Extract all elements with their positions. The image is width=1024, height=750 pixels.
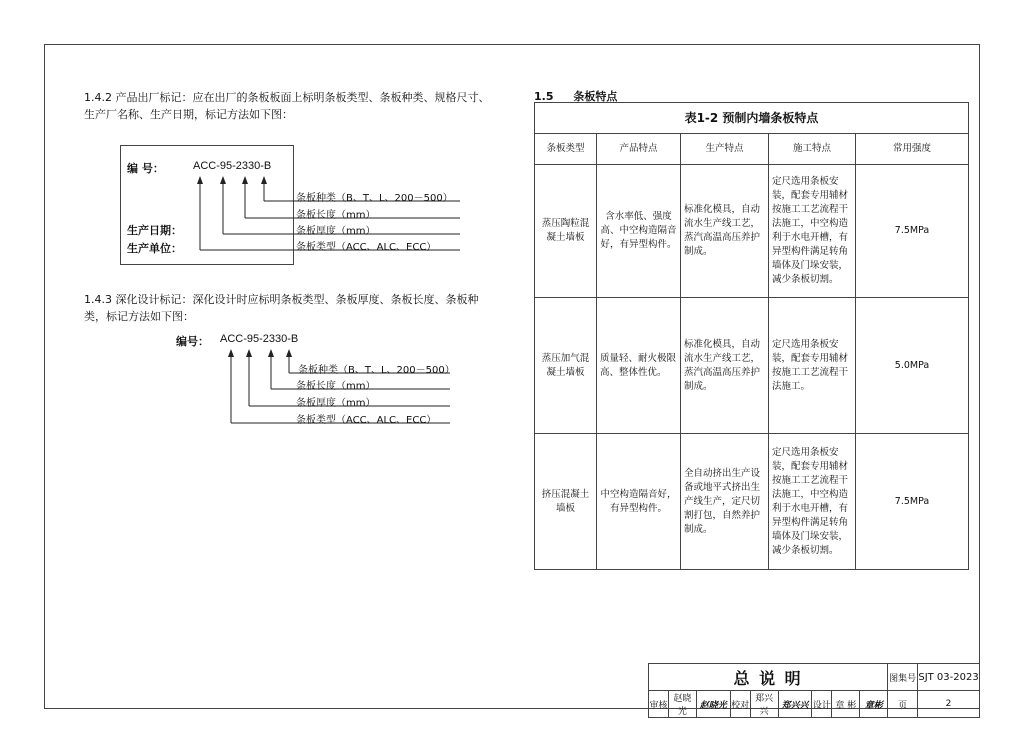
designer-name: 章 彬	[832, 691, 860, 718]
marking-code: ACC-95-2330-B	[193, 160, 272, 172]
table-cell: 质量轻、耐火极限高、整体性优。	[597, 298, 681, 434]
check-label: 校对	[730, 691, 750, 718]
table-row	[535, 434, 969, 570]
table-cell: 定尺选用条板安装，配套专用辅材按施工工艺流程干法施工，中空构造利于水电开槽，有异型构件满足转角墙体及门垛安装，减少条板切割。	[769, 165, 856, 298]
section-1-5-number: 1.5	[534, 90, 554, 103]
table-caption: 表1-2 预制内墙条板特点	[535, 103, 969, 134]
table-cell: 挤压混凝土墙板	[535, 434, 597, 570]
table-cell: 标准化模具，自动流水生产线工艺，蒸汽高温高压养护制成。	[681, 165, 769, 298]
review-label: 审核	[649, 691, 669, 718]
table-header: 产品特点	[597, 134, 681, 165]
annotation-panel-kind-2: 条板种类（B、T、L、200－500）	[298, 365, 455, 376]
table-cell: 中空构造隔音好，有异型构件。	[597, 434, 681, 570]
annotation-panel-type-2: 条板类型（ACC、ALC、ECC）	[296, 415, 437, 426]
table-header: 条板类型	[535, 134, 597, 165]
design-label: 设计	[812, 691, 832, 718]
title-block	[648, 663, 980, 718]
reviewer-name: 赵晓光	[668, 691, 696, 718]
atlas-number: SJT 03-2023	[918, 664, 980, 691]
section-1-4-3-text: 1.4.3 深化设计标记：深化设计时应标明条板类型、条板厚度、条板长度、条板种类，标记方法如下图：	[84, 293, 479, 323]
table-header: 常用强度	[856, 134, 969, 165]
annotation-panel-length: 条板长度（mm）	[296, 210, 376, 221]
annotation-panel-type: 条板类型（ACC、ALC、ECC）	[296, 242, 437, 253]
atlas-number-label: 图集号	[888, 664, 918, 691]
table-cell: 定尺选用条板安装，配套专用辅材按施工工艺流程干法施工，中空构造利于水电开槽，有异型构件满足转角墙体及门垛安装，减少条板切割。	[769, 434, 856, 570]
page-number: 2	[918, 691, 980, 718]
production-date-label: 生产日期：	[127, 224, 182, 237]
table-row	[535, 298, 969, 434]
number-label: 编 号：	[127, 162, 164, 175]
table-header: 施工特点	[769, 134, 856, 165]
number-label-2: 编号：	[176, 335, 209, 348]
annotation-panel-kind: 条板种类（B、T、L、200－500）	[296, 193, 453, 204]
checker-signature: 郑兴兴	[778, 691, 812, 718]
table-cell: 7.5MPa	[856, 165, 969, 298]
table-cell: 定尺选用条板安装，配套专用辅材按施工工艺流程干法施工。	[769, 298, 856, 434]
section-1-5-title: 条板特点	[573, 90, 618, 103]
annotation-panel-thickness: 条板厚度（mm）	[296, 226, 376, 237]
designer-signature: 章彬	[860, 691, 888, 718]
table-header: 生产特点	[681, 134, 769, 165]
checker-name: 郑兴兴	[750, 691, 778, 718]
table-row	[535, 165, 969, 298]
production-unit-label: 生产单位：	[127, 242, 182, 255]
title-block-title: 总 说 明	[649, 664, 888, 691]
annotation-panel-length-2: 条板长度（mm）	[296, 381, 376, 392]
annotation-panel-thickness-2: 条板厚度（mm）	[296, 398, 376, 409]
marking-code-2: ACC-95-2330-B	[220, 333, 299, 345]
table-cell: 7.5MPa	[856, 434, 969, 570]
page-label: 页	[888, 691, 918, 718]
table-cell: 蒸压陶粒混凝土墙板	[535, 165, 597, 298]
table-cell: 含水率低、强度高、中空构造隔音好，有异型构件。	[597, 165, 681, 298]
table-cell: 全自动挤出生产设备或地平式挤出生产线生产，定尺切割打包，自然养护制成。	[681, 434, 769, 570]
table-cell: 蒸压加气混凝土墙板	[535, 298, 597, 434]
reviewer-signature: 赵晓光	[696, 691, 730, 718]
table-cell: 5.0MPa	[856, 298, 969, 434]
section-1-4-2-text: 1.4.2 产品出厂标记：应在出厂的条板板面上标明条板类型、条板种类、规格尺寸、生产厂名称、生产日期，标记方法如下图：	[84, 91, 490, 121]
wall-panel-features-table	[534, 102, 969, 570]
table-cell: 标准化模具，自动流水生产线工艺，蒸汽高温高压养护制成。	[681, 298, 769, 434]
